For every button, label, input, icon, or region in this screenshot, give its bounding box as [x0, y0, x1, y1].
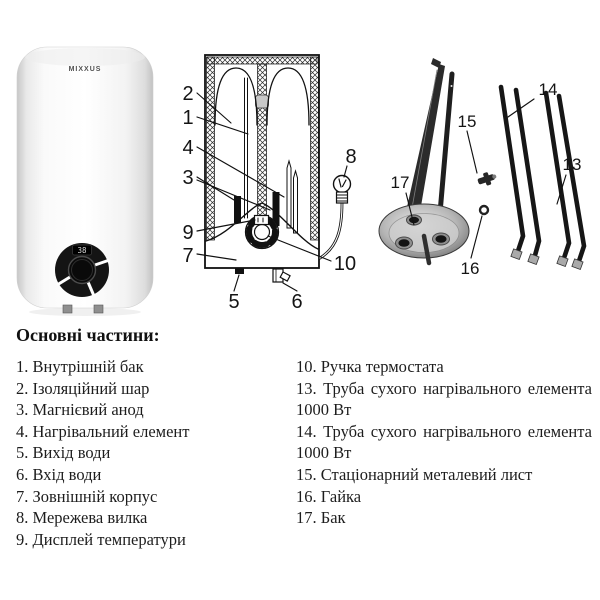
callout-9: 9 — [182, 222, 194, 244]
list-item: 5. Вихід води — [16, 443, 111, 463]
insulation-right — [311, 57, 319, 240]
heater-top-shading — [25, 48, 145, 66]
callout-6: 6 — [291, 291, 303, 313]
brand-logo: MIXXUS — [68, 66, 102, 73]
column-union-nut — [256, 95, 269, 108]
inlet-pipe-stub — [94, 305, 103, 313]
anode-rod-2 — [294, 171, 298, 233]
callout-2: 2 — [182, 83, 194, 105]
metal-sheet-part — [476, 170, 498, 188]
parts-list-left-column — [16, 356, 280, 550]
list-item: 10. Ручка термостата — [296, 357, 444, 376]
temperature-display-value: 38 — [77, 246, 87, 255]
water-heater-photo — [17, 47, 153, 316]
list-item: 3. Магнієвий анод — [16, 400, 144, 420]
cross-section-diagram — [182, 55, 356, 313]
list-item: 13. Труба сухого нагрівального елемента 1000 Вт — [296, 378, 592, 420]
list-item: 8. Мережева вилка — [16, 508, 148, 528]
list-item: 7. Зовнішній корпус — [16, 486, 158, 506]
heating-element-parts — [379, 58, 584, 278]
parts-list-right-column — [296, 356, 592, 550]
list-item: 14. Труба сухого нагрівального елемента 1000 Вт — [296, 421, 592, 463]
tube-tips — [511, 249, 583, 270]
list-item: 1. Внутрішній бак — [16, 357, 144, 376]
insulation-top — [207, 57, 317, 64]
callout-16: 16 — [460, 259, 480, 278]
outlet-pipe-stub — [63, 305, 72, 313]
water-outlet — [235, 268, 244, 274]
list-item: 15. Стаціонарний металевий лист — [296, 464, 533, 484]
list-item: 9. Дисплей температури — [16, 529, 186, 549]
callout-10: 10 — [333, 253, 357, 275]
parts-list-columns — [16, 356, 592, 550]
display-window-drawing — [255, 216, 269, 225]
callout-1: 1 — [182, 107, 194, 129]
list-item: 4. Нагрівальний елемент — [16, 421, 190, 441]
callout-15: 15 — [457, 112, 477, 131]
callout-14: 14 — [538, 80, 558, 99]
list-item: 17. Бак — [296, 508, 346, 528]
callout-7: 7 — [182, 245, 194, 267]
parts-list-section — [16, 325, 592, 550]
list-item: 2. Ізоляційний шар — [16, 378, 150, 398]
anode-rod-1 — [287, 161, 291, 228]
callout-5: 5 — [228, 291, 240, 313]
callout-13: 13 — [562, 155, 582, 174]
water-inlet-valve — [273, 269, 290, 282]
flange-assembly — [379, 58, 469, 263]
parts-list-title: Основні частини: — [16, 325, 160, 345]
insulation-left — [207, 57, 215, 240]
callout-4: 4 — [182, 137, 194, 159]
nut-part — [480, 206, 488, 214]
callout-17: 17 — [390, 173, 410, 192]
list-item: 6. Вхід води — [16, 464, 102, 484]
list-item: 16. Гайка — [296, 486, 362, 506]
photo-shadow — [29, 308, 141, 316]
callout-3: 3 — [182, 167, 194, 189]
power-plug — [320, 176, 351, 259]
callout-8: 8 — [345, 146, 357, 168]
